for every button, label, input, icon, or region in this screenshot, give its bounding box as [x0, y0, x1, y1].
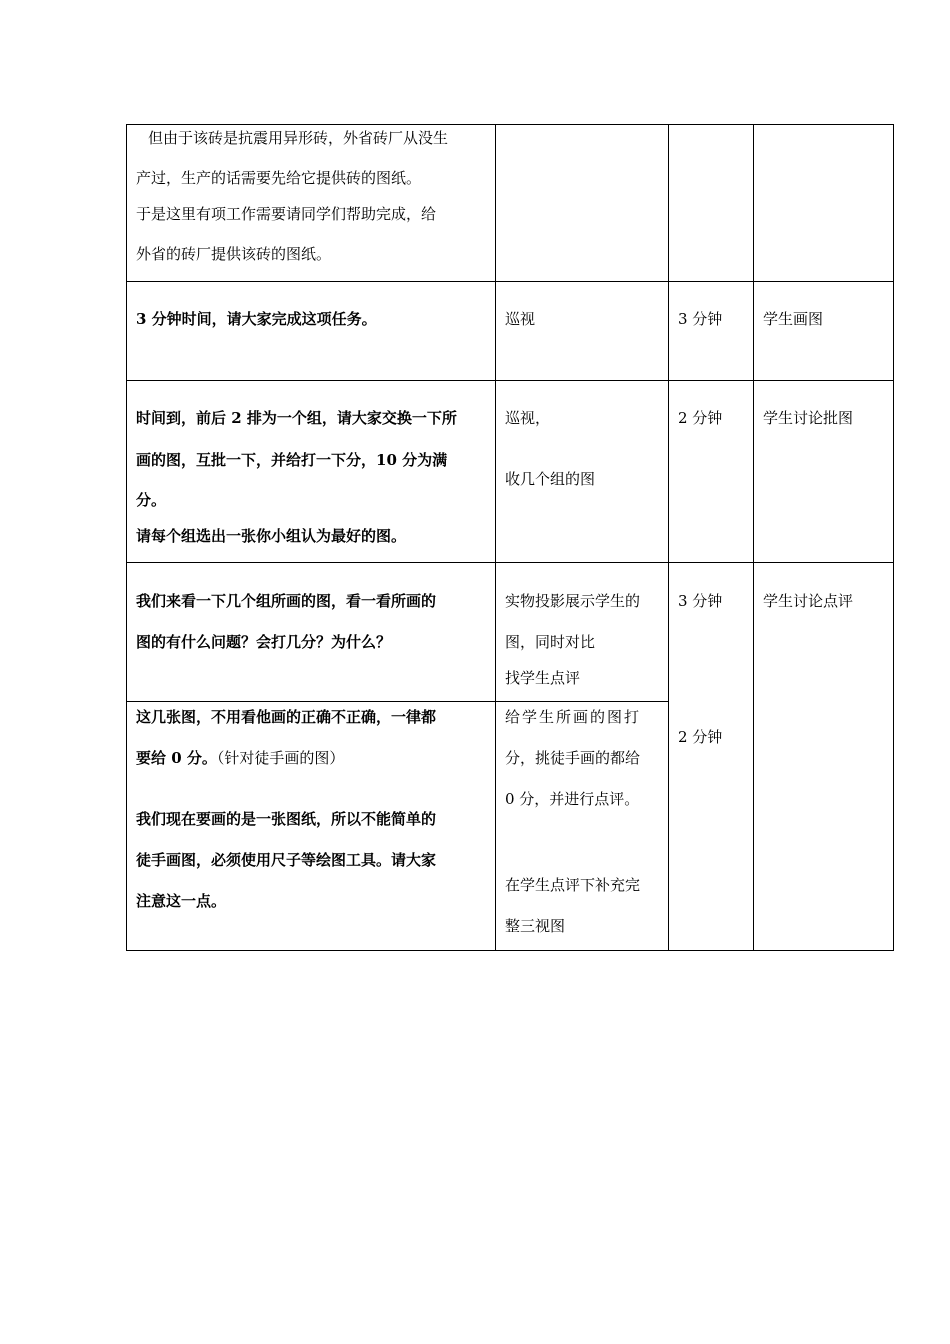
time-cell — [669, 563, 754, 951]
text-line: 这几张图，不用看他画的正确不正确，一律都 — [136, 708, 437, 726]
time-cell — [669, 381, 754, 563]
text-line: 在学生点评下补充完 — [505, 876, 641, 894]
text-line: 注意这一点。 — [136, 892, 227, 910]
note-text: （针对徒手画的图） — [216, 749, 345, 767]
text-line: 实物投影展示学生的 — [505, 592, 641, 610]
duration-text: 3 分钟 — [678, 310, 723, 328]
student-activity-text: 学生画图 — [763, 310, 824, 328]
text-line: 收几个组的图 — [505, 470, 596, 488]
text-line: 分，挑徒手画的都给 — [505, 749, 641, 767]
text-line: 外省的砖厂提供该砖的图纸。 — [136, 245, 332, 263]
duration-text: 2 分钟 — [678, 409, 723, 427]
activity-cell — [127, 282, 496, 381]
teacher-cell — [496, 381, 669, 563]
text-line: 画的图，互批一下，并给打一下分，10 分为满 — [136, 451, 448, 469]
duration-text: 2 分钟 — [678, 728, 723, 746]
text-line: 0 分，并进行点评。 — [505, 790, 640, 808]
activity-cell — [127, 563, 496, 702]
student-cell — [754, 563, 894, 951]
text-line: 整三视图 — [505, 917, 566, 935]
text-line: 给学生所画的图打 — [505, 708, 642, 726]
table-row — [127, 381, 894, 563]
text-line: 找学生点评 — [505, 669, 581, 687]
text-line: 图的有什么问题？会打几分？为什么？ — [136, 633, 392, 651]
teacher-cell — [496, 125, 669, 282]
table-row — [127, 125, 894, 282]
text-line: 于是这里有项工作需要请同学们帮助完成，给 — [136, 205, 437, 223]
lesson-plan-table — [126, 124, 894, 951]
text-line: 巡视， — [505, 409, 551, 427]
activity-cell — [127, 381, 496, 563]
teacher-cell — [496, 563, 669, 702]
student-cell — [754, 125, 894, 282]
student-activity-text: 学生讨论点评 — [763, 592, 854, 610]
text-line: 分。 — [136, 491, 167, 509]
text-line: 请每个组选出一张你小组认为最好的图。 — [136, 527, 407, 545]
duration-text: 3 分钟 — [678, 592, 723, 610]
time-cell — [669, 282, 754, 381]
time-cell — [669, 125, 754, 282]
student-cell — [754, 381, 894, 563]
student-activity-text: 学生讨论批图 — [763, 409, 854, 427]
text-line: 要给 0 分。 — [136, 749, 217, 767]
text-line: 但由于该砖是抗震用异形砖，外省砖厂从没生 — [148, 129, 449, 147]
text-line: 徒手画图，必须使用尺子等绘图工具。请大家 — [136, 851, 437, 869]
teacher-cell — [496, 702, 669, 951]
activity-cell — [127, 702, 496, 951]
table-row — [127, 282, 894, 381]
table-row — [127, 563, 894, 702]
text-line: 我们来看一下几个组所画的图，看一看所画的 — [136, 592, 437, 610]
activity-cell — [127, 125, 496, 282]
text-line: 3 分钟时间，请大家完成这项任务。 — [136, 310, 377, 328]
text-line: 巡视 — [505, 310, 536, 328]
text-line: 图，同时对比 — [505, 633, 596, 651]
student-cell — [754, 282, 894, 381]
teacher-cell — [496, 282, 669, 381]
text-line: 产过，生产的话需要先给它提供砖的图纸。 — [136, 169, 422, 187]
text-line: 时间到，前后 2 排为一个组，请大家交换一下所 — [136, 409, 457, 427]
text-line: 我们现在要画的是一张图纸，所以不能简单的 — [136, 810, 437, 828]
